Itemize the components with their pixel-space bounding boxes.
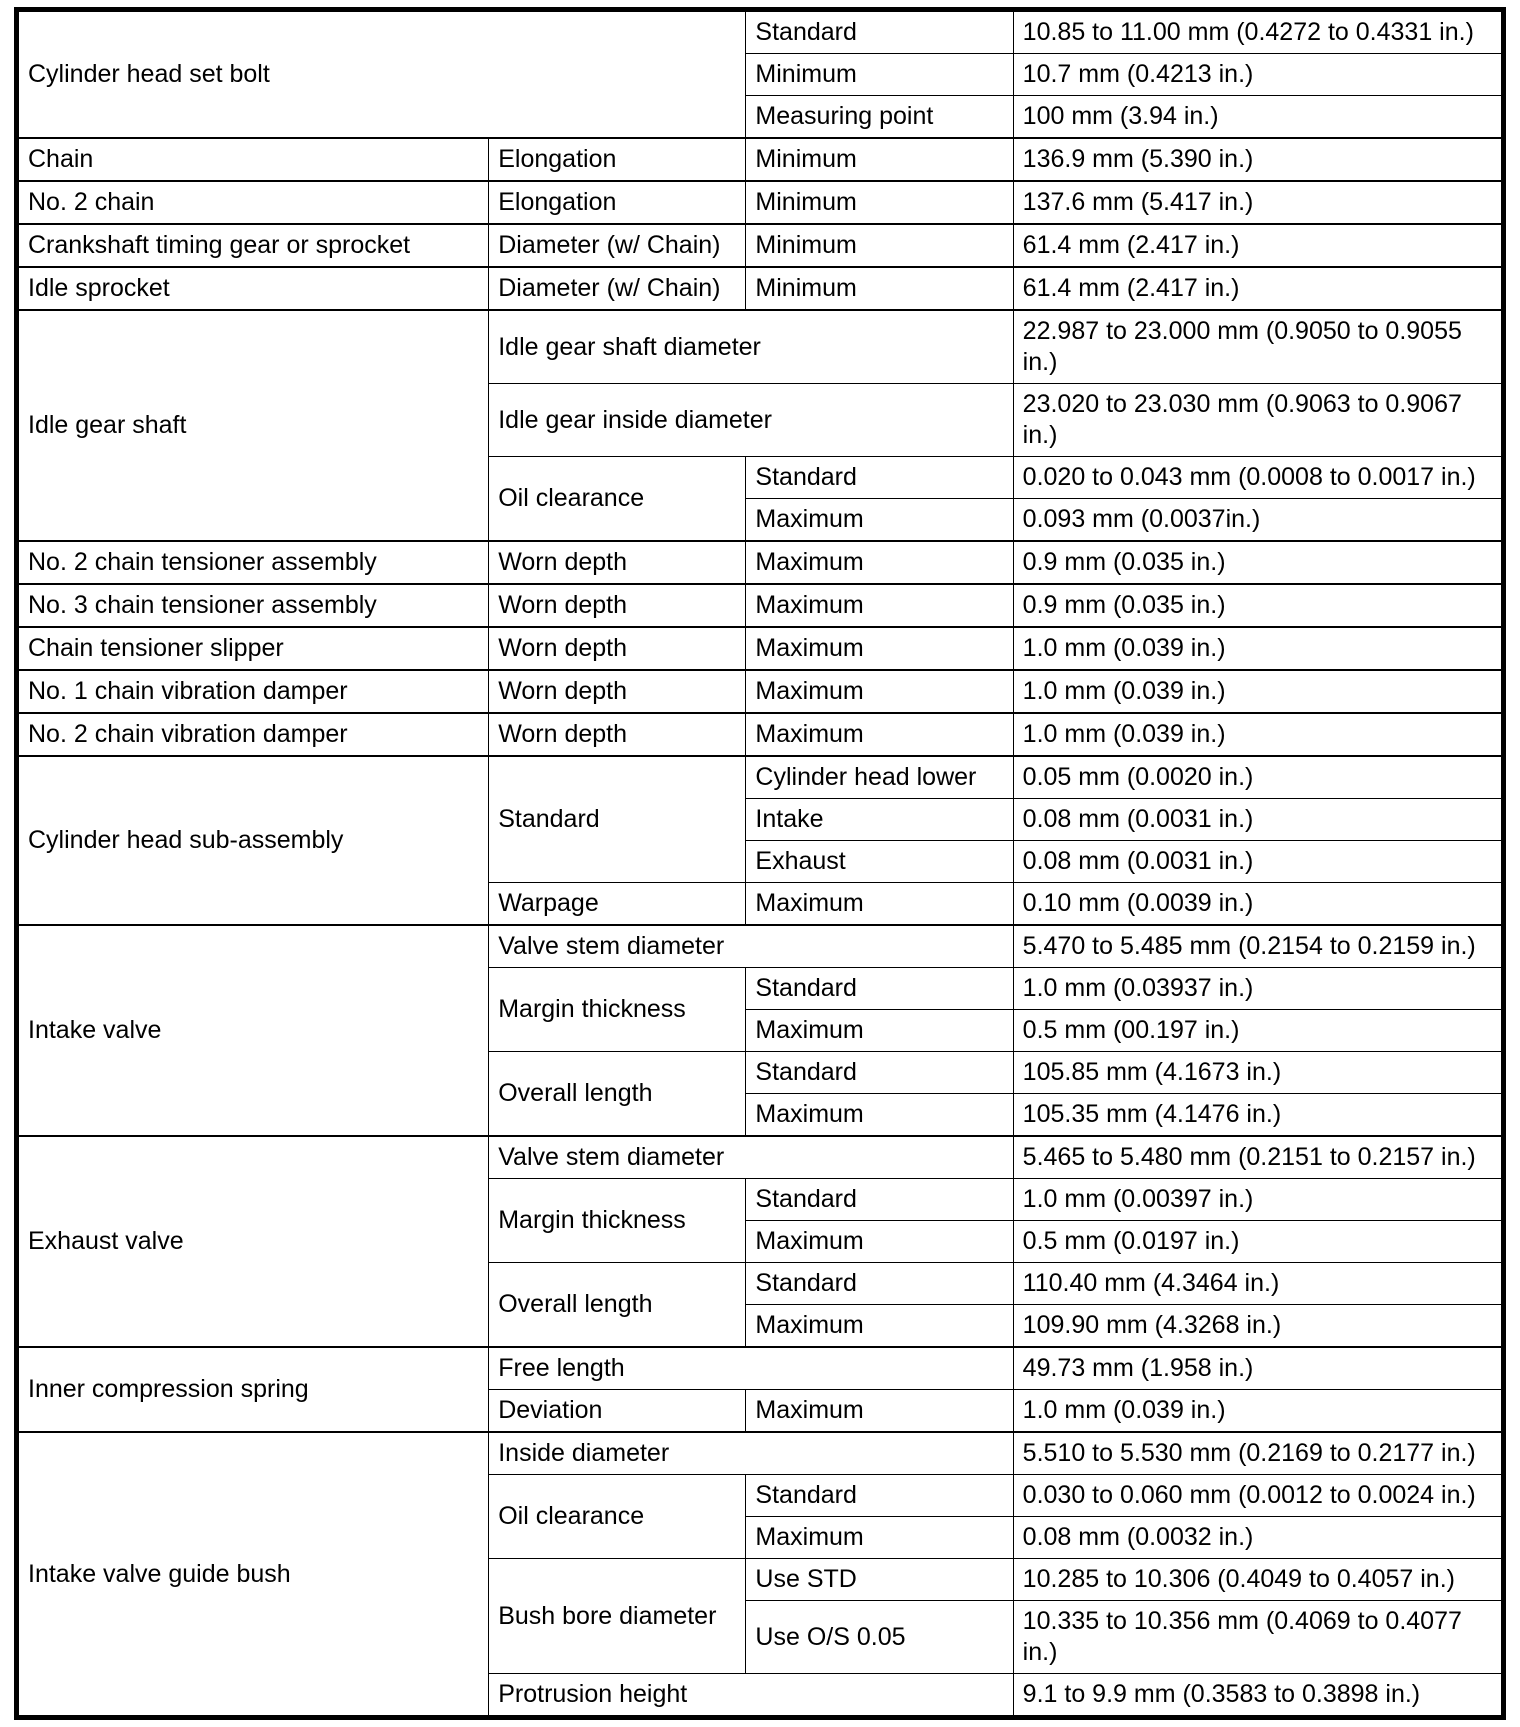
component-cell: No. 2 chain vibration damper [17,713,489,756]
condition-cell: Exhaust [746,841,1013,883]
value-cell: 5.510 to 5.530 mm (0.2169 to 0.2177 in.) [1013,1432,1503,1475]
condition-cell: Maximum [746,670,1013,713]
service-spec-page [0,7,1520,1720]
component-cell: No. 2 chain [17,181,489,224]
condition-cell: Standard [746,457,1013,499]
condition-cell: Minimum [746,54,1013,96]
condition-cell: Maximum [746,883,1013,926]
condition-cell: Maximum [746,1517,1013,1559]
value-cell: 1.0 mm (0.039 in.) [1013,627,1503,670]
item-cell: Diameter (w/ Chain) [489,224,746,267]
condition-cell: Intake [746,799,1013,841]
value-cell: 110.40 mm (4.3464 in.) [1013,1263,1503,1305]
item-cell: Deviation [489,1390,746,1433]
value-cell: 10.285 to 10.306 (0.4049 to 0.4057 in.) [1013,1559,1503,1601]
value-cell: 10.85 to 11.00 mm (0.4272 to 0.4331 in.) [1013,10,1503,54]
condition-cell: Maximum [746,1305,1013,1348]
spec-group [17,1136,1504,1347]
value-cell: 1.0 mm (0.039 in.) [1013,1390,1503,1433]
spec-group [17,1347,1504,1432]
condition-cell: Maximum [746,541,1013,584]
value-cell: 1.0 mm (0.039 in.) [1013,670,1503,713]
condition-cell: Maximum [746,1094,1013,1137]
spec-group [17,756,1504,925]
item-cell: Worn depth [489,670,746,713]
value-cell: 0.05 mm (0.0020 in.) [1013,756,1503,799]
condition-cell: Maximum [746,1010,1013,1052]
value-cell: 10.335 to 10.356 mm (0.4069 to 0.4077 in.) [1013,1601,1503,1674]
condition-cell: Standard [746,1179,1013,1221]
condition-cell: Use STD [746,1559,1013,1601]
spec-group [17,310,1504,541]
value-cell: 5.465 to 5.480 mm (0.2151 to 0.2157 in.) [1013,1136,1503,1179]
item-cell: Worn depth [489,627,746,670]
table-row [17,670,1504,713]
value-cell: 0.9 mm (0.035 in.) [1013,584,1503,627]
item-cell: Standard [489,756,746,883]
item-cell: Worn depth [489,713,746,756]
condition-cell: Minimum [746,138,1013,181]
condition-cell: Maximum [746,1390,1013,1433]
value-cell: 0.093 mm (0.0037in.) [1013,499,1503,542]
service-data-table [14,7,1506,1720]
value-cell: 1.0 mm (0.00397 in.) [1013,1179,1503,1221]
spec-group [17,267,1504,310]
value-cell: 0.08 mm (0.0031 in.) [1013,841,1503,883]
value-cell: 0.020 to 0.043 mm (0.0008 to 0.0017 in.) [1013,457,1503,499]
table-row [17,138,1504,181]
spec-group [17,627,1504,670]
spec-group [17,10,1504,139]
value-cell: 0.08 mm (0.0032 in.) [1013,1517,1503,1559]
condition-cell: Standard [746,1263,1013,1305]
component-cell: Cylinder head sub-assembly [17,756,489,925]
value-cell: 136.9 mm (5.390 in.) [1013,138,1503,181]
component-cell: No. 2 chain tensioner assembly [17,541,489,584]
value-cell: 5.470 to 5.485 mm (0.2154 to 0.2159 in.) [1013,925,1503,968]
condition-cell: Maximum [746,713,1013,756]
table-row [17,181,1504,224]
item-cell: Protrusion height [489,1674,1013,1718]
condition-cell: Minimum [746,181,1013,224]
component-cell: No. 3 chain tensioner assembly [17,584,489,627]
condition-cell: Standard [746,10,1013,54]
table-row [17,1347,1504,1390]
spec-group [17,138,1504,181]
value-cell: 0.10 mm (0.0039 in.) [1013,883,1503,926]
value-cell: 105.85 mm (4.1673 in.) [1013,1052,1503,1094]
value-cell: 137.6 mm (5.417 in.) [1013,181,1503,224]
value-cell: 100 mm (3.94 in.) [1013,96,1503,139]
table-row [17,925,1504,968]
item-cell: Worn depth [489,541,746,584]
item-cell: Elongation [489,138,746,181]
value-cell: 0.9 mm (0.035 in.) [1013,541,1503,584]
value-cell: 61.4 mm (2.417 in.) [1013,267,1503,310]
spec-group [17,181,1504,224]
item-cell: Valve stem diameter [489,1136,1013,1179]
component-cell: Idle sprocket [17,267,489,310]
item-cell: Inside diameter [489,1432,1013,1475]
value-cell: 105.35 mm (4.1476 in.) [1013,1094,1503,1137]
value-cell: 0.08 mm (0.0031 in.) [1013,799,1503,841]
component-cell: Exhaust valve [17,1136,489,1347]
value-cell: 109.90 mm (4.3268 in.) [1013,1305,1503,1348]
condition-cell: Cylinder head lower [746,756,1013,799]
condition-cell: Standard [746,968,1013,1010]
spec-group [17,925,1504,1136]
component-cell: Crankshaft timing gear or sprocket [17,224,489,267]
table-row [17,10,1504,54]
condition-cell: Use O/S 0.05 [746,1601,1013,1674]
condition-cell: Minimum [746,224,1013,267]
value-cell: 0.5 mm (0.0197 in.) [1013,1221,1503,1263]
condition-cell: Maximum [746,627,1013,670]
component-cell: Chain [17,138,489,181]
component-cell: Inner compression spring [17,1347,489,1432]
value-cell: 1.0 mm (0.039 in.) [1013,713,1503,756]
item-cell: Oil clearance [489,1475,746,1559]
component-cell: Idle gear shaft [17,310,489,541]
component-cell: Cylinder head set bolt [17,10,746,139]
value-cell: 1.0 mm (0.03937 in.) [1013,968,1503,1010]
value-cell: 0.030 to 0.060 mm (0.0012 to 0.0024 in.) [1013,1475,1503,1517]
item-cell: Valve stem diameter [489,925,1013,968]
component-cell: Intake valve guide bush [17,1432,489,1718]
item-cell: Margin thickness [489,1179,746,1263]
item-cell: Warpage [489,883,746,926]
item-cell: Bush bore diameter [489,1559,746,1674]
condition-cell: Standard [746,1052,1013,1094]
table-row [17,267,1504,310]
spec-group [17,1432,1504,1718]
item-cell: Free length [489,1347,1013,1390]
item-cell: Oil clearance [489,457,746,542]
table-row [17,627,1504,670]
table-row [17,310,1504,384]
condition-cell: Maximum [746,499,1013,542]
condition-cell: Standard [746,1475,1013,1517]
table-row [17,756,1504,799]
condition-cell: Measuring point [746,96,1013,139]
table-row [17,224,1504,267]
value-cell: 22.987 to 23.000 mm (0.9050 to 0.9055 in.) [1013,310,1503,384]
item-cell: Overall length [489,1263,746,1348]
table-row [17,541,1504,584]
value-cell: 23.020 to 23.030 mm (0.9063 to 0.9067 in.) [1013,384,1503,457]
table-row [17,584,1504,627]
item-cell: Idle gear inside diameter [489,384,1013,457]
table-row [17,1136,1504,1179]
table-row [17,713,1504,756]
value-cell: 61.4 mm (2.417 in.) [1013,224,1503,267]
condition-cell: Maximum [746,584,1013,627]
value-cell: 49.73 mm (1.958 in.) [1013,1347,1503,1390]
spec-group [17,670,1504,713]
item-cell: Elongation [489,181,746,224]
item-cell: Worn depth [489,584,746,627]
item-cell: Overall length [489,1052,746,1137]
item-cell: Idle gear shaft diameter [489,310,1013,384]
component-cell: Chain tensioner slipper [17,627,489,670]
component-cell: No. 1 chain vibration damper [17,670,489,713]
value-cell: 9.1 to 9.9 mm (0.3583 to 0.3898 in.) [1013,1674,1503,1718]
spec-group [17,584,1504,627]
spec-group [17,224,1504,267]
condition-cell: Maximum [746,1221,1013,1263]
spec-group [17,713,1504,756]
table-row [17,1432,1504,1475]
value-cell: 10.7 mm (0.4213 in.) [1013,54,1503,96]
component-cell: Intake valve [17,925,489,1136]
spec-group [17,541,1504,584]
item-cell: Diameter (w/ Chain) [489,267,746,310]
condition-cell: Minimum [746,267,1013,310]
value-cell: 0.5 mm (00.197 in.) [1013,1010,1503,1052]
item-cell: Margin thickness [489,968,746,1052]
